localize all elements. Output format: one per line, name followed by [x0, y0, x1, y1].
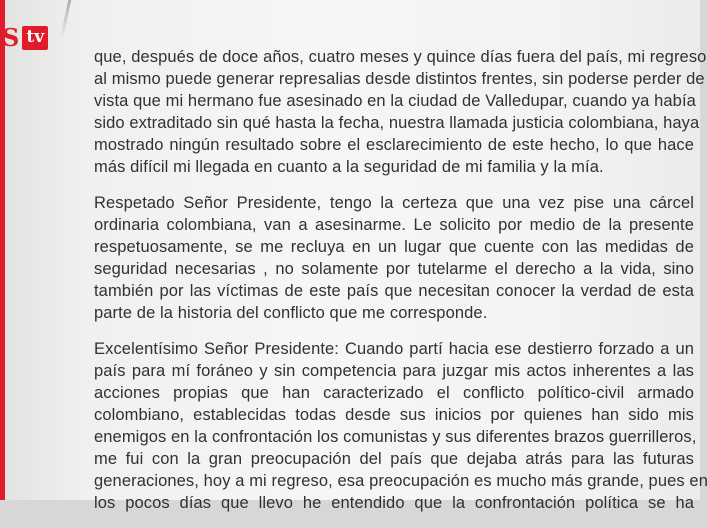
paragraph-2 — [94, 192, 694, 324]
text-line: me fui con la gran preocupación del país que dejaba atrás para las futuras — [94, 450, 694, 468]
text-line: mostrado ningún resultado sobre el esclarecimiento de este hecho, lo que hace — [94, 136, 694, 154]
letter-body — [94, 44, 708, 528]
text-line: generaciones, hoy a mi regreso, esa preocupación es mucho más grande, pues en — [94, 472, 708, 490]
text-line: enemigos en la confrontación los comunistas y sus diferentes brazos guerrilleros, — [94, 428, 697, 446]
text-line: ordinaria colombiana, van a asesinarme. Le solicito por medio de la presente — [94, 216, 694, 234]
text-line: Respetado Señor Presidente, tengo la certeza que una vez pise una cárcel — [94, 194, 694, 212]
text-line: respetuosamente, se me recluya en un lugar que cuente con las medidas de — [94, 238, 694, 256]
paragraph-3 — [94, 338, 708, 514]
text-line: seguridad necesarias , no solamente por tutelarme el derecho a la vida, sino — [94, 260, 694, 278]
text-line: que, después de doce años, cuatro meses y quince días fuera del país, mi regreso — [94, 48, 707, 66]
paper-fold-shadow — [60, 0, 72, 40]
text-line: vista que mi hermano fue asesinado en la ciudad de Valledupar, cuando ya había — [94, 92, 696, 110]
text-line: Excelentísimo Señor Presidente: Cuando partí hacia ese destierro forzado a un — [94, 340, 694, 358]
paragraph-1 — [94, 46, 707, 178]
text-line: también por las víctimas de este país que necesitan conocer la verdad de esta — [94, 282, 694, 300]
text-line: más difícil mi llegada en cuanto a la seguridad de mi familia y la mía. — [94, 158, 604, 176]
text-line: colombiano, establecidas todas desde sus inicios por quienes han sido mis — [94, 406, 694, 424]
text-line: país para mí foráneo y sin competencia para juzgar mis actos inherentes a las — [94, 362, 694, 380]
channel-edge-band — [0, 0, 5, 500]
text-line: acciones propias que han caracterizado el conflicto político-civil armado — [94, 384, 694, 402]
channel-logo-badge: tv — [22, 26, 48, 50]
text-line: sido extraditado sin qué hasta la fecha, nuestra llamada justicia colombiana, haya — [94, 114, 700, 132]
text-line: parte de la historia del conflicto que me corresponde. — [94, 304, 488, 322]
text-line: los pocos días que llevo he entendido que la confrontación política se ha — [94, 494, 694, 512]
channel-logo — [0, 24, 48, 52]
channel-logo-letter: S — [2, 23, 20, 52]
text-line: al mismo puede generar represalias desde distintos frentes, sin poderse perder de — [94, 70, 705, 88]
